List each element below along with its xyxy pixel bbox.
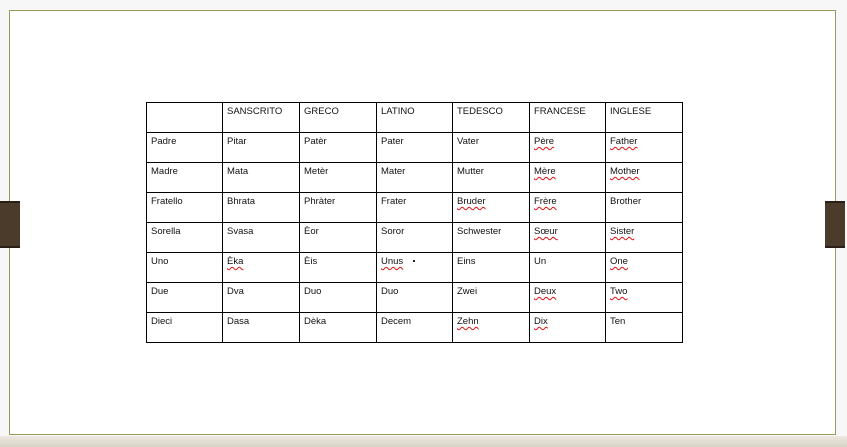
cell-text: Uno: [151, 256, 169, 267]
cell-text: Père: [534, 136, 555, 147]
cell-text: Decem: [381, 316, 412, 327]
table-cell[interactable]: [453, 283, 530, 313]
cell-text: Sorella: [151, 226, 181, 237]
cell-text: Frère: [534, 196, 557, 207]
table-row: [147, 223, 683, 253]
cell-text: Mater: [381, 166, 406, 177]
table-cell[interactable]: [223, 193, 300, 223]
cell-text: Èis: [304, 256, 318, 267]
table-cell[interactable]: [377, 313, 453, 343]
table-cell[interactable]: [530, 283, 606, 313]
table-row: [147, 253, 683, 283]
cell-text: Patèr: [304, 136, 327, 147]
table-cell[interactable]: [147, 283, 223, 313]
page-bottom-edge: [0, 436, 847, 447]
header-cell[interactable]: FRANCESE: [530, 103, 606, 133]
cell-text: Mère: [534, 166, 556, 177]
stray-mark: [413, 260, 415, 262]
table-cell[interactable]: [453, 313, 530, 343]
header-cell[interactable]: LATINO: [377, 103, 453, 133]
table-cell[interactable]: [300, 253, 377, 283]
table-cell[interactable]: [223, 133, 300, 163]
table-cell[interactable]: [606, 313, 683, 343]
cell-text: Two: [610, 286, 628, 297]
cell-text: Zwei: [457, 286, 478, 297]
cell-text: Sister: [610, 226, 635, 237]
table-row: [147, 313, 683, 343]
table-row: [147, 193, 683, 223]
table-cell[interactable]: [530, 133, 606, 163]
left-resize-handle[interactable]: [0, 201, 20, 248]
right-resize-handle[interactable]: [825, 201, 845, 248]
table-cell[interactable]: [530, 223, 606, 253]
cell-text: Èka: [227, 256, 244, 267]
cell-text: Zehn: [457, 316, 479, 327]
cell-text: Mutter: [457, 166, 484, 177]
cell-text: Un: [534, 256, 547, 267]
cell-text: Duo: [304, 286, 322, 297]
cell-text: Schwester: [457, 226, 502, 237]
table-cell[interactable]: [147, 133, 223, 163]
cell-text: Madre: [151, 166, 178, 177]
table-cell[interactable]: [377, 283, 453, 313]
table-cell[interactable]: [530, 163, 606, 193]
cell-text: Mother: [610, 166, 640, 177]
header-cell[interactable]: [147, 103, 223, 133]
header-cell[interactable]: GRECO: [300, 103, 377, 133]
table-cell[interactable]: [300, 283, 377, 313]
table-cell[interactable]: [530, 193, 606, 223]
cell-text: Brother: [610, 196, 642, 207]
cell-text: Vater: [457, 136, 480, 147]
cell-text: One: [610, 256, 628, 267]
table-cell[interactable]: [223, 283, 300, 313]
cell-text: Unus: [381, 256, 404, 267]
header-cell[interactable]: SANSCRITO: [223, 103, 300, 133]
table-cell[interactable]: [453, 163, 530, 193]
header-cell[interactable]: INGLESE: [606, 103, 683, 133]
cell-text: Deux: [534, 286, 557, 297]
cell-text: Mata: [227, 166, 249, 177]
table-row: [147, 133, 683, 163]
cell-text: Soror: [381, 226, 405, 237]
table-cell[interactable]: [223, 163, 300, 193]
table-cell[interactable]: [147, 253, 223, 283]
table-cell[interactable]: [223, 313, 300, 343]
table-cell[interactable]: [377, 223, 453, 253]
table-cell[interactable]: [300, 133, 377, 163]
cell-text: Sœur: [534, 226, 558, 237]
cell-text: Metèr: [304, 166, 329, 177]
cell-text: Dix: [534, 316, 548, 327]
table-cell[interactable]: [606, 223, 683, 253]
table-header-row: [147, 103, 683, 133]
table-cell[interactable]: [530, 253, 606, 283]
table-cell[interactable]: [300, 313, 377, 343]
cell-text: Dèka: [304, 316, 327, 327]
table-cell[interactable]: [453, 253, 530, 283]
table-cell[interactable]: [147, 193, 223, 223]
table-cell[interactable]: [606, 193, 683, 223]
table-cell[interactable]: [606, 133, 683, 163]
cell-text: Frater: [381, 196, 407, 207]
header-cell[interactable]: TEDESCO: [453, 103, 530, 133]
table-cell[interactable]: [606, 283, 683, 313]
table-row: [147, 283, 683, 313]
cell-text: Phràter: [304, 196, 336, 207]
table-cell[interactable]: [300, 223, 377, 253]
cell-text: Fratello: [151, 196, 183, 207]
table-cell[interactable]: [147, 223, 223, 253]
cell-text: Dva: [227, 286, 244, 297]
cell-text: Pitar: [227, 136, 247, 147]
cell-text: Pater: [381, 136, 404, 147]
cell-text: Eins: [457, 256, 476, 267]
language-comparison-table: [146, 102, 683, 343]
cell-text: Dasa: [227, 316, 250, 327]
table-row: [147, 163, 683, 193]
table-cell[interactable]: [377, 253, 453, 283]
table-cell[interactable]: [147, 313, 223, 343]
table-cell[interactable]: [453, 223, 530, 253]
cell-text: Svasa: [227, 226, 254, 237]
table-cell[interactable]: [606, 163, 683, 193]
table-cell[interactable]: [147, 163, 223, 193]
table-cell[interactable]: [300, 193, 377, 223]
table-cell[interactable]: [606, 253, 683, 283]
table-cell[interactable]: [377, 163, 453, 193]
table-cell[interactable]: [223, 253, 300, 283]
cell-text: Father: [610, 136, 638, 147]
cell-text: Ten: [610, 316, 626, 327]
table-cell[interactable]: [530, 313, 606, 343]
cell-text: Èor: [304, 226, 319, 237]
table-cell[interactable]: [300, 163, 377, 193]
cell-text: Bhrata: [227, 196, 255, 207]
table-cell[interactable]: [223, 223, 300, 253]
cell-text: Dieci: [151, 316, 173, 327]
cell-text: Bruder: [457, 196, 486, 207]
table-cell[interactable]: [453, 133, 530, 163]
table-cell[interactable]: [453, 193, 530, 223]
cell-text: Due: [151, 286, 169, 297]
table-cell[interactable]: [377, 133, 453, 163]
cell-text: Padre: [151, 136, 177, 147]
cell-text: Duo: [381, 286, 399, 297]
table-cell[interactable]: [377, 193, 453, 223]
